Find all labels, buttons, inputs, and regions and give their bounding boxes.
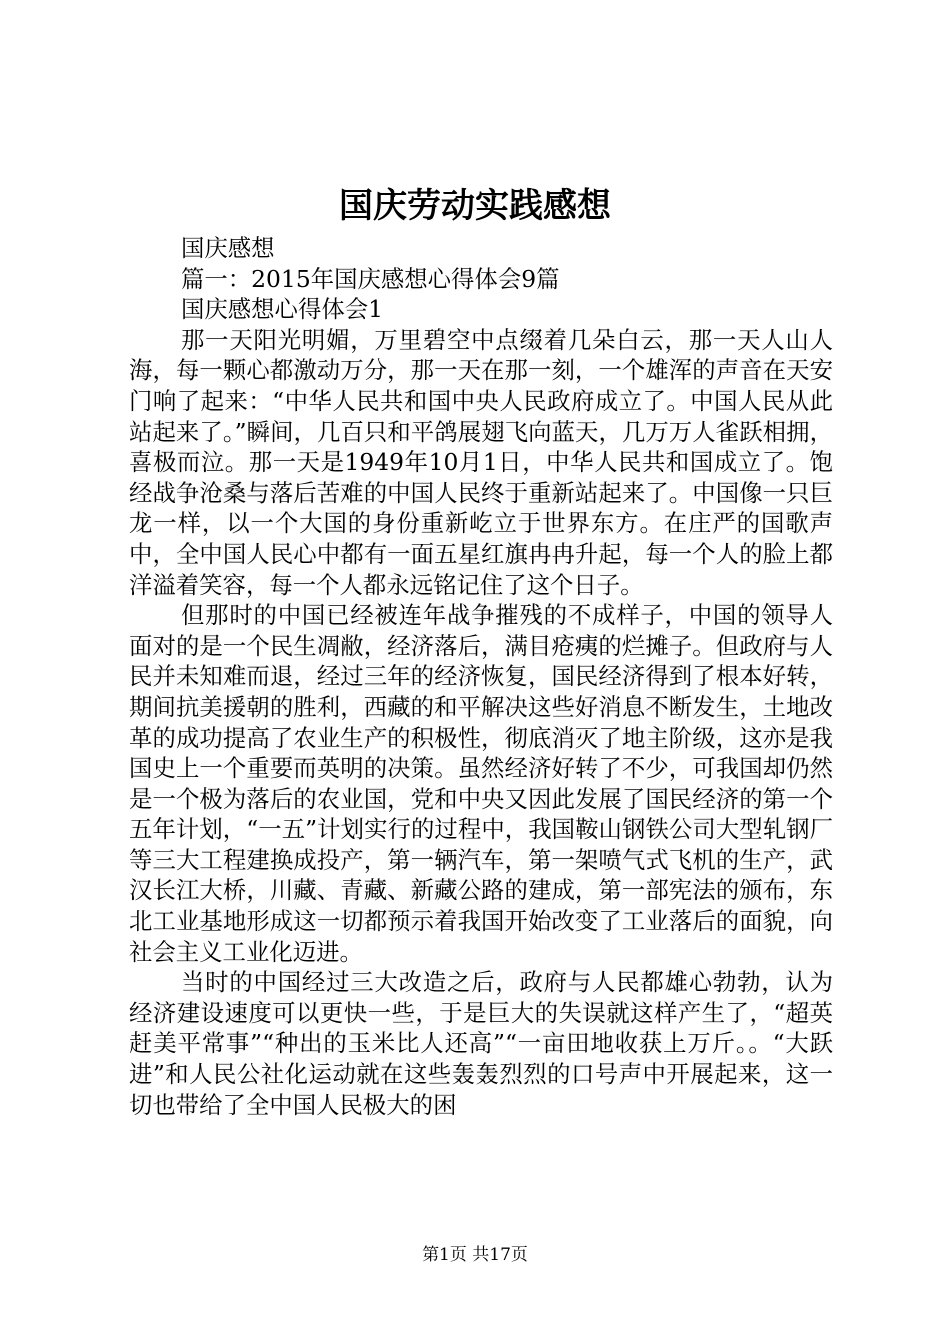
page-footer: 第1页 共17页 [422, 1245, 528, 1265]
document-body [129, 233, 833, 1120]
body-paragraph: 那一天阳光明媚，万里碧空中点缀着几朵白云，那一天人山人海，每一颗心都激动万分，那一天在那一刻，一个雄浑的声音在天安门响了起来：“中华人民共和国中央人民政府成立了。中国人民从此站起来了。”瞬间，几百只和平鸽展翅飞向蓝天，几万万人雀跃相拥，喜极而泣。那一天是1949年10月1日，中华人民共和国成立了。饱经战争沧桑与落后苦难的中国人民终于重新站起来了。中国像一只巨龙一样，以一个大国的身份重新屹立于世界东方。在庄严的国歌声中，全中国人民心中都有一面五星红旗冉冉升起，每一个人的脸上都洋溢着笑容，每一个人都永远铭记住了这个日子。 [129, 325, 833, 599]
heading-line: 篇一：2015年国庆感想心得体会9篇 [181, 264, 560, 293]
body-paragraph: 当时的中国经过三大改造之后，政府与人民都雄心勃勃，认为经济建设速度可以更快一些，于是巨大的失误就这样产生了，“超英赶美平常事”“种出的玉米比人还高”“一亩田地收获上万斤。。“大跃进”和人民公社化运动就在这些轰轰烈烈的口号声中开展起来，这一切也带给了全中国人民极大的困 [129, 968, 833, 1119]
heading-line: 国庆感想 [181, 234, 275, 262]
heading-line: 国庆感想心得体会1 [181, 295, 384, 324]
document-title: 国庆劳动实践感想 [339, 186, 611, 226]
body-paragraph: 但那时的中国已经被连年战争摧残的不成样子，中国的领导人面对的是一个民生凋敝，经济落后，满目疮痍的烂摊子。但政府与人民并未知难而退，经过三年的经济恢复，国民经济得到了根本好转，期间抗美援朝的胜利，西藏的和平解决这些好消息不断发生，土地改革的成功提高了农业生产的积极性，彻底消灭了地主阶级，这亦是我国史上一个重要而英明的决策。虽然经济好转了不少，可我国却仍然是一个极为落后的农业国，党和中央又因此发展了国民经济的第一个五年计划，“一五”计划实行的过程中，我国鞍山钢铁公司大型轧钢厂等三大工程建换成投产，第一辆汽车，第一架喷气式飞机的生产，武汉长江大桥，川藏、青藏、新藏公路的建成，第一部宪法的颁布，东北工业基地形成这一切都预示着我国开始改变了工业落后的面貌，向社会主义工业化迈进。 [129, 601, 833, 966]
